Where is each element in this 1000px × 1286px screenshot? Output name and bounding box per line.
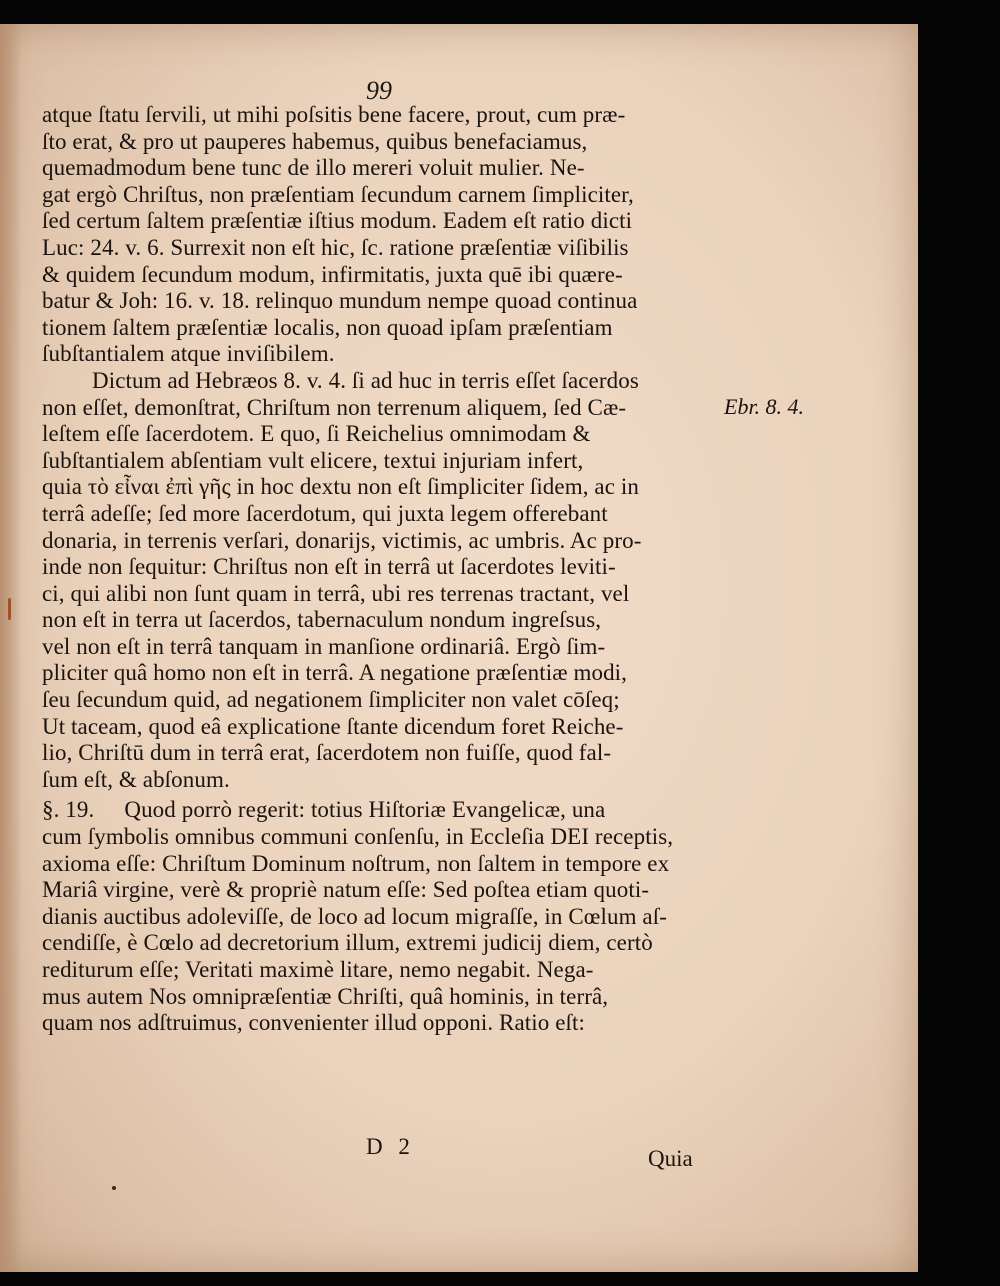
- paper-page: [0, 24, 918, 1272]
- text-line: batur & Joh: 16. v. 18. relinquo mundum nempe quoad continua: [42, 288, 638, 314]
- text-line: ſum eſt, & abſonum.: [42, 766, 230, 792]
- ink-speck: [112, 1186, 116, 1190]
- text-line: leſtem eſſe ſacerdotem. E quo, ſi Reichelius omnimodam &: [42, 421, 591, 447]
- page-edge-mark: [8, 598, 11, 620]
- text-line: ſto erat, & pro ut pauperes habemus, quibus benefaciamus,: [42, 128, 588, 154]
- text-line: non eſt in terra ut ſacerdos, tabernaculum nondum ingreſsus,: [42, 607, 602, 633]
- text-line: ſubſtantialem atque inviſibilem.: [42, 341, 335, 367]
- text-line: ſeu ſecundum quid, ad negationem ſimpliciter non valet cōſeq;: [42, 687, 620, 713]
- text-line: atque ſtatu ſervili, ut mihi poſsitis bene facere, prout, cum præ-: [42, 102, 626, 127]
- text-line: rediturum eſſe; Veritati maximè litare, nemo negabit. Nega-: [42, 957, 594, 982]
- text-line: pliciter quâ homo non eſt in terrâ. A negatione præſentiæ modi,: [42, 660, 628, 686]
- text-line: Ut taceam, quod eâ explicatione ſtante dicendum foret Reiche-: [42, 713, 624, 739]
- marginal-note: Ebr. 8. 4.: [724, 394, 805, 419]
- page-number: 99: [366, 76, 392, 105]
- text-line: axioma eſſe: Chriſtum Dominum noſtrum, non ſaltem in tempore ex: [42, 850, 670, 876]
- text-line: lio, Chriſtū dum in terrâ erat, ſacerdotem non fuiſſe, quod fal-: [42, 740, 612, 766]
- text-line: Luc: 24. v. 6. Surrexit non eſt hic, ſc. ratione præſentiæ viſibilis: [42, 234, 629, 260]
- text-line: tionem ſaltem præſentiæ localis, non quoad ipſam præſentiam: [42, 314, 613, 340]
- text-line: quia τὸ εἶναι ἐπὶ γῆς in hoc dextu non eſt ſimpliciter ſidem, ac in: [42, 474, 639, 500]
- section-label: §. 19.: [42, 797, 95, 823]
- text-line: ci, qui alibi non ſunt quam in terrâ, ubi res terrenas tractant, vel: [42, 580, 630, 606]
- signature-mark: D 2: [366, 1134, 410, 1159]
- text-line: vel non eſt in terrâ tanquam in manſione ordinariâ. Ergò ſim-: [42, 633, 606, 659]
- text-line: inde non ſequitur: Chriſtus non eſt in terrâ ut ſacerdotes leviti-: [42, 554, 616, 580]
- body-text: [42, 102, 710, 1037]
- text-line: terrâ adeſſe; ſed more ſacerdotum, qui juxta legem offerebant: [42, 500, 608, 526]
- text-line: quemadmodum bene tunc de illo mereri voluit mulier. Ne-: [42, 155, 585, 181]
- catchword: Quia: [648, 1146, 693, 1171]
- text-line: [42, 797, 710, 824]
- text-line: Dictum ad Hebræos 8. v. 4. ſi ad huc in terris eſſet ſacerdos: [92, 367, 639, 393]
- text-line: ſubſtantialem abſentiam vult elicere, textui injuriam infert,: [42, 447, 584, 473]
- text-line: non eſſet, demonſtrat, Chriſtum non terrenum aliquem, ſed Cæ-: [42, 394, 627, 420]
- text-line: mus autem Nos omnipræſentiæ Chriſti, quâ hominis, in terrâ,: [42, 983, 609, 1009]
- text-line: quam nos adſtruimus, convenienter illud opponi. Ratio eſt:: [42, 1010, 586, 1036]
- text-line: dianis auctibus adoleviſſe, de loco ad locum migraſſe, in Cœlum aſ-: [42, 903, 667, 929]
- page-gutter-shadow: [0, 24, 22, 1272]
- text-line-content: Quod porrò regerit: totius Hiſtoriæ Evangelicæ, una: [124, 797, 606, 823]
- text-line: gat ergò Chriſtus, non præſentiam ſecundum carnem ſimpliciter,: [42, 181, 634, 207]
- text-line: Mariâ virgine, verè & propriè natum eſſe: Sed poſtea etiam quoti-: [42, 877, 650, 903]
- text-line: ſed certum ſaltem præſentiæ iſtius modum. Eadem eſt ratio dicti: [42, 208, 633, 234]
- text-line: cum ſymbolis omnibus communi conſenſu, in Eccleſia DEI receptis,: [42, 824, 674, 850]
- text-line: donaria, in terrenis verſari, donarijs, victimis, ac umbris. Ac pro-: [42, 527, 642, 553]
- text-line: cendiſſe, è Cœlo ad decretorium illum, extremi judicij diem, certò: [42, 930, 653, 956]
- text-line: & quidem ſecundum modum, infirmitatis, juxta quē ibi quære-: [42, 261, 623, 287]
